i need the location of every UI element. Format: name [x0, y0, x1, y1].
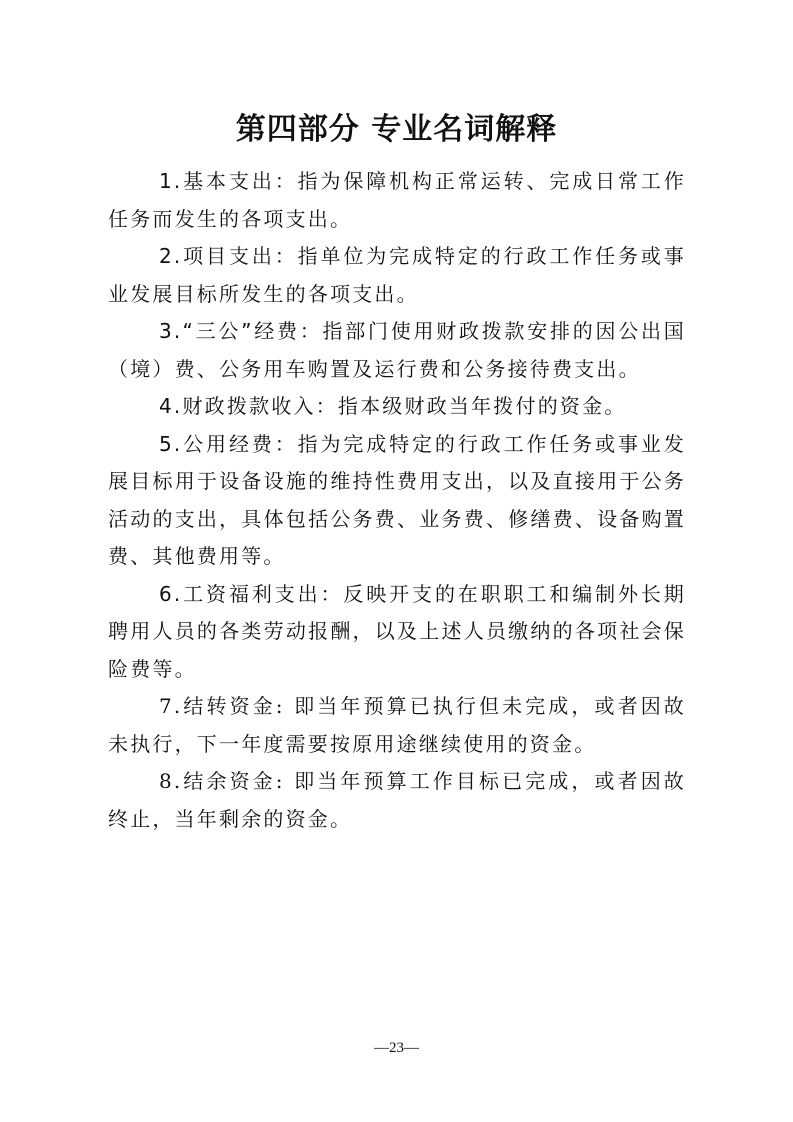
definition-item: [108, 763, 686, 838]
definition-text: 指为保障机构正常运转、完成日常工作任务而发生的各项支出。: [108, 169, 686, 231]
definition-term: 3.“三公”经费：: [159, 319, 323, 343]
definition-term: 7.结转资金:: [159, 694, 285, 718]
definition-term: 2.项目支出：: [159, 244, 298, 268]
definition-item: [108, 576, 686, 689]
definition-term: 5.公用经费：: [159, 431, 298, 456]
definition-term: 4.财政拨款收入：: [159, 394, 338, 418]
definition-text: 反映开支的在职职工和编制外长期聘用人员的各类劳动报酬，以及上述人员缴纳的各项社会保险费等。: [108, 581, 687, 681]
definition-item: [108, 426, 686, 576]
definitions-list: [108, 163, 686, 838]
definition-text: 指为完成特定的行政工作任务或事业发展目标用于设备设施的维持性费用支出，以及直接用于公务活动的支出，具体包括公务费、业务费、修缮费、设备购置费、其他费用等。: [108, 431, 686, 568]
definition-item: [108, 688, 686, 763]
page-title: 第四部分 专业名词解释: [235, 112, 558, 147]
definition-text: 指单位为完成特定的行政工作任务或事业发展目标所发生的各项支出。: [108, 244, 686, 306]
page-number: —23—: [374, 1040, 419, 1056]
definition-item: [108, 313, 686, 388]
definition-text: 即当年预算工作目标已完成，或者因故终止，当年剩余的资金。: [108, 769, 686, 831]
definition-term: 1.基本支出：: [159, 169, 298, 193]
definition-item: [108, 163, 686, 238]
definition-item: [108, 238, 686, 313]
definition-term: 8.结余资金:: [159, 769, 285, 793]
definition-term: 6.工资福利支出：: [159, 581, 344, 606]
definition-item: [108, 388, 686, 426]
definition-text: 指部门使用财政拨款安排的因公出国（境）费、公务用车购置及运行费和公务接待费支出。: [108, 319, 686, 381]
definition-text: 即当年预算已执行但未完成，或者因故未执行，下一年度需要按原用途继续使用的资金。: [108, 694, 686, 756]
definition-text: 指本级财政当年拨付的资金。: [337, 394, 627, 418]
